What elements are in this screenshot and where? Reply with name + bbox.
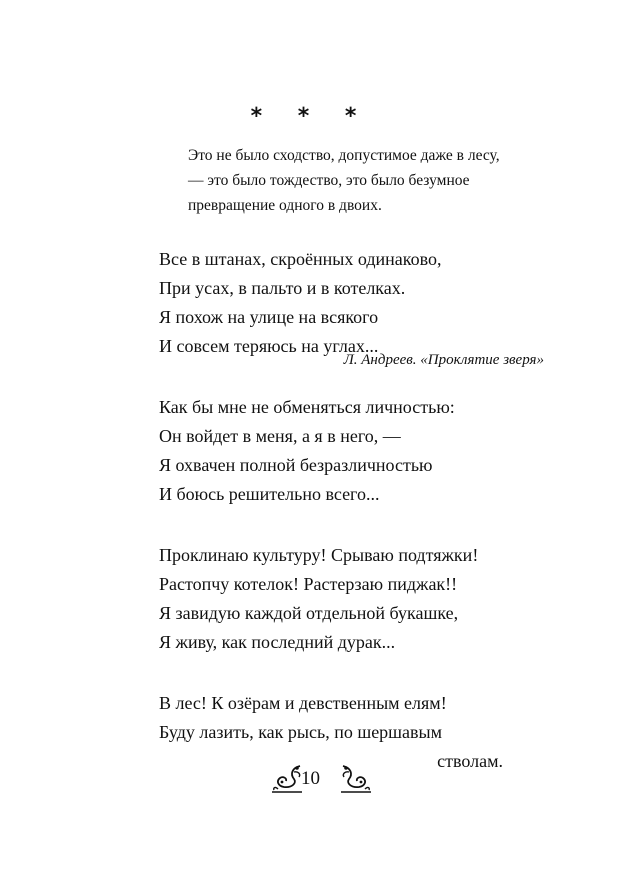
poem-line: Я живу, как последний дурак... xyxy=(159,632,396,652)
floral-ornament-icon xyxy=(339,762,373,794)
poem xyxy=(159,245,519,808)
section-divider-stars: * * * xyxy=(250,104,371,129)
poem-line: Как бы мне не обменяться личностью: xyxy=(159,397,455,417)
poem-line: Я похож на улице на всякого xyxy=(159,307,379,327)
page-number: 10 xyxy=(301,768,320,789)
poem-line: В лес! К озёрам и девственным елям! xyxy=(159,693,447,713)
poem-line: Растопчу котелок! Растерзаю пиджак!! xyxy=(159,574,458,594)
poem-line: Все в штанах, скроённых одинаково, xyxy=(159,249,442,269)
stanza-2 xyxy=(159,393,519,509)
poem-line: Я охвачен полной безразличностью xyxy=(159,455,433,475)
stanza-3 xyxy=(159,541,519,657)
epigraph-line: Это не было сходство, допустимое даже в лесу, xyxy=(188,147,500,164)
poem-line: Он войдет в меня, а я в него, — xyxy=(159,426,401,446)
poem-line: Буду лазить, как рысь, по шершавым xyxy=(159,722,443,742)
epigraph-line: — это было тождество, это было безумное xyxy=(188,172,470,189)
poem-line: Я завидую каждой отдельной букашке, xyxy=(159,603,459,623)
poem-line: И совсем теряюсь на углах... xyxy=(159,336,379,356)
epigraph-line: превращение одного в двоих. xyxy=(188,197,382,214)
poem-line-wrapped: стволам. xyxy=(437,751,503,771)
page-footer xyxy=(0,762,621,798)
poem-line: И боюсь решительно всего... xyxy=(159,484,380,504)
stanza-1 xyxy=(159,245,519,361)
epigraph-source: Л. Андреев. «Проклятие зверя» xyxy=(343,352,544,368)
poem-line: Проклинаю культуру! Срываю подтяжки! xyxy=(159,545,479,565)
poem-line: При усах, в пальто и в котелках. xyxy=(159,278,406,298)
